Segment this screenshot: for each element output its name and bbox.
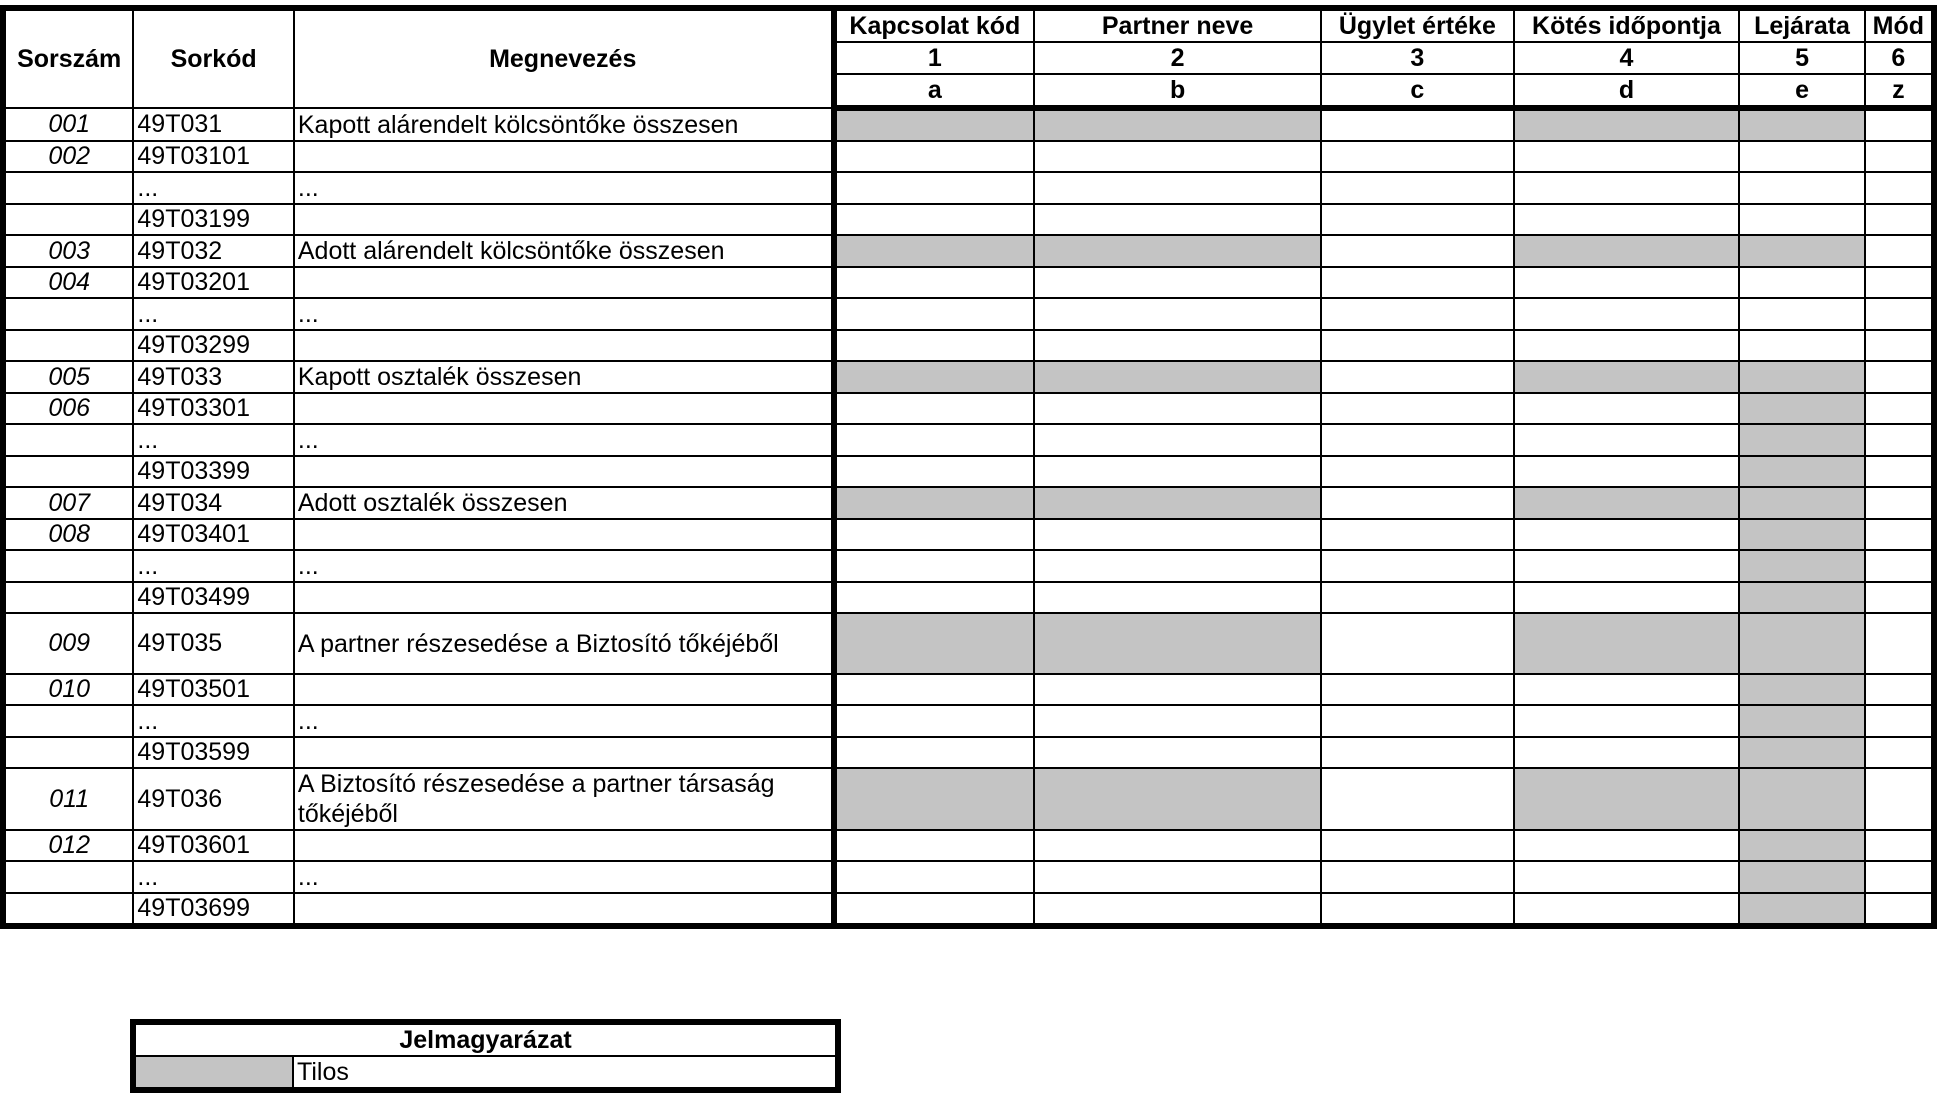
row-code: 49T03201 — [133, 267, 293, 298]
row-number — [3, 550, 133, 582]
row-number — [3, 737, 133, 768]
row-number — [3, 172, 133, 204]
data-cell[interactable] — [1034, 330, 1321, 361]
data-cell[interactable] — [834, 141, 1035, 172]
row-description: A Biztosító részesedése a partner társaság tőkéjéből — [294, 768, 834, 830]
table-row — [3, 768, 1934, 830]
row-number: 003 — [3, 235, 133, 267]
data-cell[interactable] — [1514, 393, 1740, 424]
table-row — [3, 204, 1934, 235]
data-cell — [1034, 487, 1321, 519]
row-number — [3, 204, 133, 235]
row-number: 010 — [3, 674, 133, 705]
table-row — [3, 108, 1934, 141]
data-cell — [834, 613, 1035, 674]
data-cell[interactable] — [1514, 267, 1740, 298]
data-cell[interactable] — [1034, 204, 1321, 235]
row-code: ... — [133, 172, 293, 204]
data-cell[interactable] — [1514, 861, 1740, 893]
row-code: 49T03299 — [133, 330, 293, 361]
table-row — [3, 235, 1934, 267]
data-cell[interactable] — [1034, 830, 1321, 861]
data-cell — [1739, 519, 1864, 550]
data-cell[interactable] — [1739, 330, 1864, 361]
data-cell[interactable] — [1321, 456, 1514, 487]
row-code: ... — [133, 861, 293, 893]
data-cell[interactable] — [1034, 172, 1321, 204]
row-code: 49T03301 — [133, 393, 293, 424]
table-row — [3, 424, 1934, 456]
data-cell — [1514, 613, 1740, 674]
data-cell[interactable] — [1034, 893, 1321, 926]
data-cell[interactable] — [834, 893, 1035, 926]
data-cell[interactable] — [834, 582, 1035, 613]
row-number — [3, 330, 133, 361]
data-cell — [834, 487, 1035, 519]
data-cell — [1739, 393, 1864, 424]
header-col-label: Partner neve — [1034, 8, 1321, 42]
header-megnevezes: Megnevezés — [294, 8, 834, 108]
table-row — [3, 674, 1934, 705]
table-row — [3, 582, 1934, 613]
table-row — [3, 519, 1934, 550]
row-number: 001 — [3, 108, 133, 141]
data-cell[interactable] — [1865, 330, 1934, 361]
header-col-label: Lejárata — [1739, 8, 1864, 42]
row-code: ... — [133, 705, 293, 737]
data-cell[interactable] — [834, 456, 1035, 487]
row-number: 011 — [3, 768, 133, 830]
data-cell[interactable] — [1514, 674, 1740, 705]
legend-table — [130, 1019, 841, 1093]
row-code: 49T03599 — [133, 737, 293, 768]
data-cell — [1514, 768, 1740, 830]
data-cell[interactable] — [1321, 424, 1514, 456]
data-cell[interactable] — [1514, 330, 1740, 361]
row-description: Adott osztalék összesen — [294, 487, 834, 519]
data-cell[interactable] — [1514, 141, 1740, 172]
data-cell[interactable] — [834, 267, 1035, 298]
row-code: ... — [133, 298, 293, 330]
data-cell — [834, 235, 1035, 267]
header-col-letter: c — [1321, 74, 1514, 108]
legend-item-label: Tilos — [293, 1056, 838, 1090]
data-cell[interactable] — [1865, 298, 1934, 330]
data-cell[interactable] — [1865, 108, 1934, 141]
data-cell — [1514, 108, 1740, 141]
data-cell[interactable] — [1034, 141, 1321, 172]
data-cell[interactable] — [1514, 582, 1740, 613]
data-cell — [834, 768, 1035, 830]
row-description: Kapott osztalék összesen — [294, 361, 834, 393]
data-cell[interactable] — [1321, 705, 1514, 737]
data-cell — [1034, 108, 1321, 141]
data-cell[interactable] — [1865, 893, 1934, 926]
data-cell[interactable] — [1321, 108, 1514, 141]
row-number: 009 — [3, 613, 133, 674]
data-cell — [1034, 235, 1321, 267]
data-cell[interactable] — [1321, 141, 1514, 172]
row-code: 49T032 — [133, 235, 293, 267]
data-cell — [1739, 487, 1864, 519]
table-row — [3, 456, 1934, 487]
data-cell[interactable] — [834, 519, 1035, 550]
data-cell[interactable] — [1321, 768, 1514, 830]
data-cell[interactable] — [1514, 830, 1740, 861]
row-code: 49T03101 — [133, 141, 293, 172]
row-description — [294, 141, 834, 172]
data-cell — [1739, 768, 1864, 830]
data-cell[interactable] — [834, 172, 1035, 204]
data-cell[interactable] — [1739, 298, 1864, 330]
data-cell[interactable] — [1514, 550, 1740, 582]
row-code: 49T036 — [133, 768, 293, 830]
row-code: 49T03399 — [133, 456, 293, 487]
row-description — [294, 737, 834, 768]
data-cell[interactable] — [1865, 613, 1934, 674]
row-code: 49T031 — [133, 108, 293, 141]
row-description — [294, 830, 834, 861]
data-cell[interactable] — [1865, 235, 1934, 267]
data-cell[interactable] — [1034, 582, 1321, 613]
data-cell — [1739, 456, 1864, 487]
data-cell[interactable] — [1034, 456, 1321, 487]
data-cell — [1739, 705, 1864, 737]
row-number: 005 — [3, 361, 133, 393]
data-cell[interactable] — [1034, 674, 1321, 705]
data-cell — [1739, 674, 1864, 705]
header-col-number: 5 — [1739, 42, 1864, 74]
data-cell[interactable] — [1321, 393, 1514, 424]
report-table — [0, 5, 1937, 929]
data-cell[interactable] — [1321, 172, 1514, 204]
data-cell[interactable] — [834, 674, 1035, 705]
row-code: ... — [133, 550, 293, 582]
header-col-letter: z — [1865, 74, 1934, 108]
data-cell — [1739, 893, 1864, 926]
data-cell[interactable] — [1321, 267, 1514, 298]
row-number — [3, 424, 133, 456]
data-cell[interactable] — [1865, 705, 1934, 737]
data-cell — [1034, 768, 1321, 830]
table-row — [3, 298, 1934, 330]
data-cell[interactable] — [834, 737, 1035, 768]
data-cell[interactable] — [834, 330, 1035, 361]
data-cell[interactable] — [1865, 737, 1934, 768]
row-number — [3, 582, 133, 613]
data-cell[interactable] — [1865, 141, 1934, 172]
data-cell[interactable] — [1034, 705, 1321, 737]
row-number: 007 — [3, 487, 133, 519]
row-description — [294, 674, 834, 705]
data-cell[interactable] — [1865, 550, 1934, 582]
data-cell[interactable] — [1034, 298, 1321, 330]
row-description: ... — [294, 172, 834, 204]
data-cell[interactable] — [1865, 456, 1934, 487]
header-sorkod: Sorkód — [133, 8, 293, 108]
data-cell[interactable] — [1321, 582, 1514, 613]
header-col-number: 1 — [834, 42, 1035, 74]
data-cell — [1739, 830, 1864, 861]
data-cell — [1739, 235, 1864, 267]
row-description: ... — [294, 550, 834, 582]
legend-swatch — [133, 1056, 293, 1090]
row-number — [3, 861, 133, 893]
data-cell[interactable] — [1321, 674, 1514, 705]
table-row — [3, 705, 1934, 737]
row-code: 49T03499 — [133, 582, 293, 613]
header-col-number: 2 — [1034, 42, 1321, 74]
data-cell[interactable] — [1321, 613, 1514, 674]
data-cell — [1739, 108, 1864, 141]
row-description — [294, 519, 834, 550]
data-cell[interactable] — [1321, 737, 1514, 768]
header-col-label: Mód — [1865, 8, 1934, 42]
row-description — [294, 582, 834, 613]
data-cell[interactable] — [1865, 582, 1934, 613]
data-cell — [1739, 361, 1864, 393]
data-cell[interactable] — [1321, 519, 1514, 550]
row-description: Adott alárendelt kölcsöntőke összesen — [294, 235, 834, 267]
data-cell[interactable] — [1514, 204, 1740, 235]
data-cell — [1739, 582, 1864, 613]
data-cell[interactable] — [834, 424, 1035, 456]
data-cell[interactable] — [834, 393, 1035, 424]
table-row — [3, 613, 1934, 674]
data-cell — [1514, 487, 1740, 519]
data-cell[interactable] — [1034, 550, 1321, 582]
row-number — [3, 456, 133, 487]
data-cell[interactable] — [1865, 424, 1934, 456]
data-cell[interactable] — [1865, 361, 1934, 393]
data-cell[interactable] — [1865, 267, 1934, 298]
data-cell — [834, 361, 1035, 393]
header-col-number: 3 — [1321, 42, 1514, 74]
data-cell[interactable] — [1514, 456, 1740, 487]
data-cell[interactable] — [1034, 393, 1321, 424]
data-cell[interactable] — [1514, 172, 1740, 204]
table-row — [3, 393, 1934, 424]
data-cell[interactable] — [1865, 674, 1934, 705]
data-cell — [1739, 737, 1864, 768]
data-cell[interactable] — [1865, 519, 1934, 550]
data-cell[interactable] — [1865, 768, 1934, 830]
data-cell[interactable] — [1514, 298, 1740, 330]
table-row — [3, 330, 1934, 361]
row-number — [3, 298, 133, 330]
header-col-letter: a — [834, 74, 1035, 108]
data-cell[interactable] — [1865, 487, 1934, 519]
row-description: ... — [294, 705, 834, 737]
table-row — [3, 737, 1934, 768]
data-cell[interactable] — [1321, 204, 1514, 235]
data-cell[interactable] — [1321, 330, 1514, 361]
data-cell[interactable] — [1321, 361, 1514, 393]
row-description — [294, 456, 834, 487]
row-description — [294, 393, 834, 424]
header-col-label: Ügylet értéke — [1321, 8, 1514, 42]
data-cell — [834, 108, 1035, 141]
row-code: ... — [133, 424, 293, 456]
row-code: 49T03699 — [133, 893, 293, 926]
data-cell[interactable] — [1514, 424, 1740, 456]
row-description: Kapott alárendelt kölcsöntőke összesen — [294, 108, 834, 141]
row-code: 49T03199 — [133, 204, 293, 235]
row-description — [294, 330, 834, 361]
data-cell[interactable] — [1034, 861, 1321, 893]
data-cell[interactable] — [1865, 830, 1934, 861]
header-col-number: 6 — [1865, 42, 1934, 74]
header-col-label: Kötés időpontja — [1514, 8, 1740, 42]
table-row — [3, 487, 1934, 519]
table-row — [3, 893, 1934, 926]
data-cell — [1514, 235, 1740, 267]
row-description — [294, 204, 834, 235]
data-cell[interactable] — [1514, 705, 1740, 737]
data-cell — [1514, 361, 1740, 393]
data-cell[interactable] — [834, 705, 1035, 737]
data-cell[interactable] — [1321, 235, 1514, 267]
data-cell[interactable] — [1321, 550, 1514, 582]
header-col-number: 4 — [1514, 42, 1740, 74]
data-cell[interactable] — [1514, 737, 1740, 768]
row-code: 49T033 — [133, 361, 293, 393]
table-row — [3, 830, 1934, 861]
table-row — [3, 267, 1934, 298]
data-cell[interactable] — [834, 861, 1035, 893]
data-cell — [1739, 424, 1864, 456]
row-number: 006 — [3, 393, 133, 424]
header-col-letter: b — [1034, 74, 1321, 108]
table-row — [3, 861, 1934, 893]
row-code: 49T034 — [133, 487, 293, 519]
table-row — [3, 361, 1934, 393]
table-row — [3, 550, 1934, 582]
row-description: ... — [294, 424, 834, 456]
row-code: 49T03501 — [133, 674, 293, 705]
row-description: A partner részesedése a Biztosító tőkéjéből — [294, 613, 834, 674]
row-number: 008 — [3, 519, 133, 550]
row-description: ... — [294, 861, 834, 893]
data-cell[interactable] — [1865, 861, 1934, 893]
row-description — [294, 267, 834, 298]
data-cell[interactable] — [1034, 737, 1321, 768]
data-cell — [1739, 861, 1864, 893]
legend-title: Jelmagyarázat — [133, 1022, 838, 1056]
data-cell[interactable] — [834, 298, 1035, 330]
data-cell[interactable] — [1034, 424, 1321, 456]
row-code: 49T035 — [133, 613, 293, 674]
data-cell[interactable] — [834, 830, 1035, 861]
data-cell[interactable] — [1739, 172, 1864, 204]
data-cell[interactable] — [1514, 893, 1740, 926]
row-number: 002 — [3, 141, 133, 172]
row-code: 49T03601 — [133, 830, 293, 861]
header-col-letter: d — [1514, 74, 1740, 108]
data-cell[interactable] — [1739, 141, 1864, 172]
row-number: 012 — [3, 830, 133, 861]
data-cell[interactable] — [834, 550, 1035, 582]
data-cell[interactable] — [1321, 861, 1514, 893]
data-cell[interactable] — [1034, 267, 1321, 298]
table-row — [3, 172, 1934, 204]
data-cell[interactable] — [1321, 298, 1514, 330]
data-cell — [1034, 613, 1321, 674]
data-cell[interactable] — [1321, 830, 1514, 861]
data-cell[interactable] — [1739, 204, 1864, 235]
data-cell[interactable] — [1739, 267, 1864, 298]
header-col-label: Kapcsolat kód — [834, 8, 1035, 42]
row-code: 49T03401 — [133, 519, 293, 550]
table-row — [3, 141, 1934, 172]
data-cell[interactable] — [1865, 393, 1934, 424]
data-cell[interactable] — [1865, 204, 1934, 235]
row-description: ... — [294, 298, 834, 330]
row-description — [294, 893, 834, 926]
header-col-letter: e — [1739, 74, 1864, 108]
data-cell[interactable] — [1321, 487, 1514, 519]
row-number: 004 — [3, 267, 133, 298]
header-sorszam: Sorszám — [3, 8, 133, 108]
data-cell[interactable] — [1514, 519, 1740, 550]
data-cell[interactable] — [1865, 172, 1934, 204]
data-cell — [1739, 613, 1864, 674]
data-cell[interactable] — [1321, 893, 1514, 926]
data-cell — [1739, 550, 1864, 582]
row-number — [3, 705, 133, 737]
row-number — [3, 893, 133, 926]
data-cell[interactable] — [1034, 519, 1321, 550]
data-cell — [1034, 361, 1321, 393]
data-cell[interactable] — [834, 204, 1035, 235]
